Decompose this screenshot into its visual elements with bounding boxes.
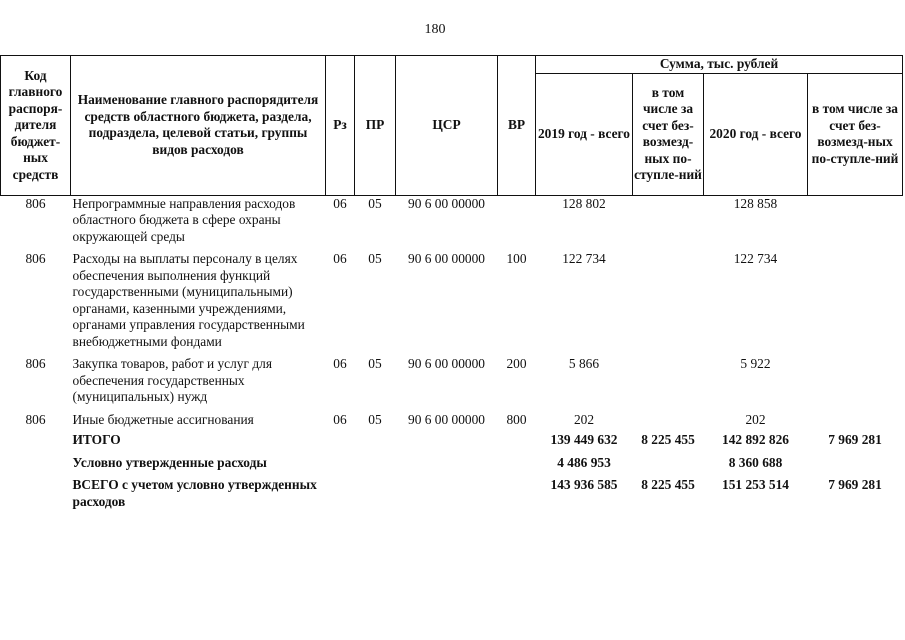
total-label: ИТОГО xyxy=(72,432,121,447)
cell-2019-total: 122 734 xyxy=(562,251,606,266)
cell-2019-total: 128 802 xyxy=(562,195,606,211)
header-name: Наименование главного распорядителя средств областного бюджета, раздела, подраздела, целевой статьи, группы видов расходов xyxy=(71,56,326,196)
cell-vr: 800 xyxy=(506,411,527,427)
cell-rz: 06 xyxy=(333,356,347,371)
header-rz: Рз xyxy=(326,56,355,196)
cell-2020-total: 5 922 xyxy=(740,356,771,371)
cell-2019-grants xyxy=(633,251,704,356)
cell-2020-grants xyxy=(808,195,903,251)
budget-table xyxy=(0,55,903,510)
cell-pr: 05 xyxy=(368,356,382,371)
cell-2020-grants xyxy=(808,251,903,356)
grand-total-2019: 143 936 585 xyxy=(550,477,618,492)
table-body xyxy=(1,195,903,510)
total-row xyxy=(1,432,903,455)
cell-2019-total: 202 xyxy=(573,411,595,427)
cell-2019-grants xyxy=(633,195,704,251)
table-row xyxy=(1,356,903,412)
cell-2019-total: 5 866 xyxy=(568,356,600,371)
cell-code: 806 xyxy=(25,411,46,427)
cell-2019-grants xyxy=(633,412,704,433)
cell-pr: 05 xyxy=(368,251,382,266)
cell-rz: 06 xyxy=(333,251,347,266)
cell-csr: 90 6 00 00000 xyxy=(408,356,485,371)
total-2019: 139 449 632 xyxy=(550,432,618,447)
cell-2020-total: 128 858 xyxy=(733,195,778,211)
grand-total-2020-grants: 7 969 281 xyxy=(828,477,882,492)
cell-csr: 90 6 00 00000 xyxy=(408,411,485,427)
cell-2020-grants xyxy=(808,412,903,433)
cell-rz: 06 xyxy=(333,195,347,211)
cell-vr xyxy=(498,195,536,251)
cell-2020-total: 122 734 xyxy=(733,251,778,266)
cell-code: 806 xyxy=(25,251,46,266)
header-sum: Сумма, тыс. рублей xyxy=(536,56,903,74)
cell-vr: 100 xyxy=(506,251,527,266)
cell-vr: 200 xyxy=(506,356,527,371)
page-number: 180 xyxy=(424,22,446,37)
conditional-expenses-row xyxy=(1,455,903,478)
header-pr: ПР xyxy=(355,56,396,196)
header-code: Код главного распоря-дителя бюджет-ных средств xyxy=(1,56,71,196)
cell-2020-total: 202 xyxy=(745,411,766,427)
cell-rz: 06 xyxy=(333,411,347,427)
total-2020: 142 892 826 xyxy=(722,432,789,447)
cell-code: 806 xyxy=(25,356,46,371)
cell-name: Закупка товаров, работ и услуг для обеспечения государственных (муниципальных) нужд xyxy=(72,356,272,404)
grand-total-2019-grants: 8 225 455 xyxy=(641,477,695,492)
table-row xyxy=(1,195,903,251)
cell-csr: 90 6 00 00000 xyxy=(408,251,485,266)
header-2019-grants: в том числе за счет без-возмезд-ных по-ступле-ний xyxy=(633,73,704,195)
total-2020-grants: 7 969 281 xyxy=(828,432,882,447)
table-row xyxy=(1,412,903,433)
cell-2020-grants xyxy=(808,356,903,412)
cell-name: Расходы на выплаты персоналу в целях обеспечения выполнения функций государственными (муниципальными) органами, казенными учреждениями, органами управления государственными внебюджетными фондами xyxy=(72,251,305,349)
grand-total-row xyxy=(1,477,903,510)
header-2019-total: 2019 год - всего xyxy=(536,73,633,195)
conditional-2019: 4 486 953 xyxy=(557,454,611,470)
cell-name: Непрограммные направления расходов областного бюджета в сфере охраны окружающей среды xyxy=(72,195,296,244)
cell-code: 806 xyxy=(25,195,46,211)
conditional-2019-grants xyxy=(633,455,704,478)
table-header xyxy=(1,56,903,196)
conditional-2020: 8 360 688 xyxy=(728,454,783,470)
header-csr: ЦСР xyxy=(396,56,498,196)
cell-name: Иные бюджетные ассигнования xyxy=(72,411,254,427)
header-vr: ВР xyxy=(498,56,536,196)
header-2020-total: 2020 год - всего xyxy=(704,73,808,195)
total-2019-grants: 8 225 455 xyxy=(641,432,695,447)
cell-csr: 90 6 00 00000 xyxy=(408,195,485,211)
table-row xyxy=(1,251,903,356)
grand-total-2020: 151 253 514 xyxy=(722,477,789,492)
header-2020-grants: в том числе за счет без-возмезд-ных по-ступле-ний xyxy=(808,73,903,195)
cell-2019-grants xyxy=(633,356,704,412)
cell-pr: 05 xyxy=(368,411,382,427)
conditional-label: Условно утвержденные расходы xyxy=(72,454,267,470)
grand-total-label: ВСЕГО с учетом условно утвержденных расходов xyxy=(72,477,317,509)
cell-pr: 05 xyxy=(368,195,382,211)
conditional-2020-grants xyxy=(808,455,903,478)
